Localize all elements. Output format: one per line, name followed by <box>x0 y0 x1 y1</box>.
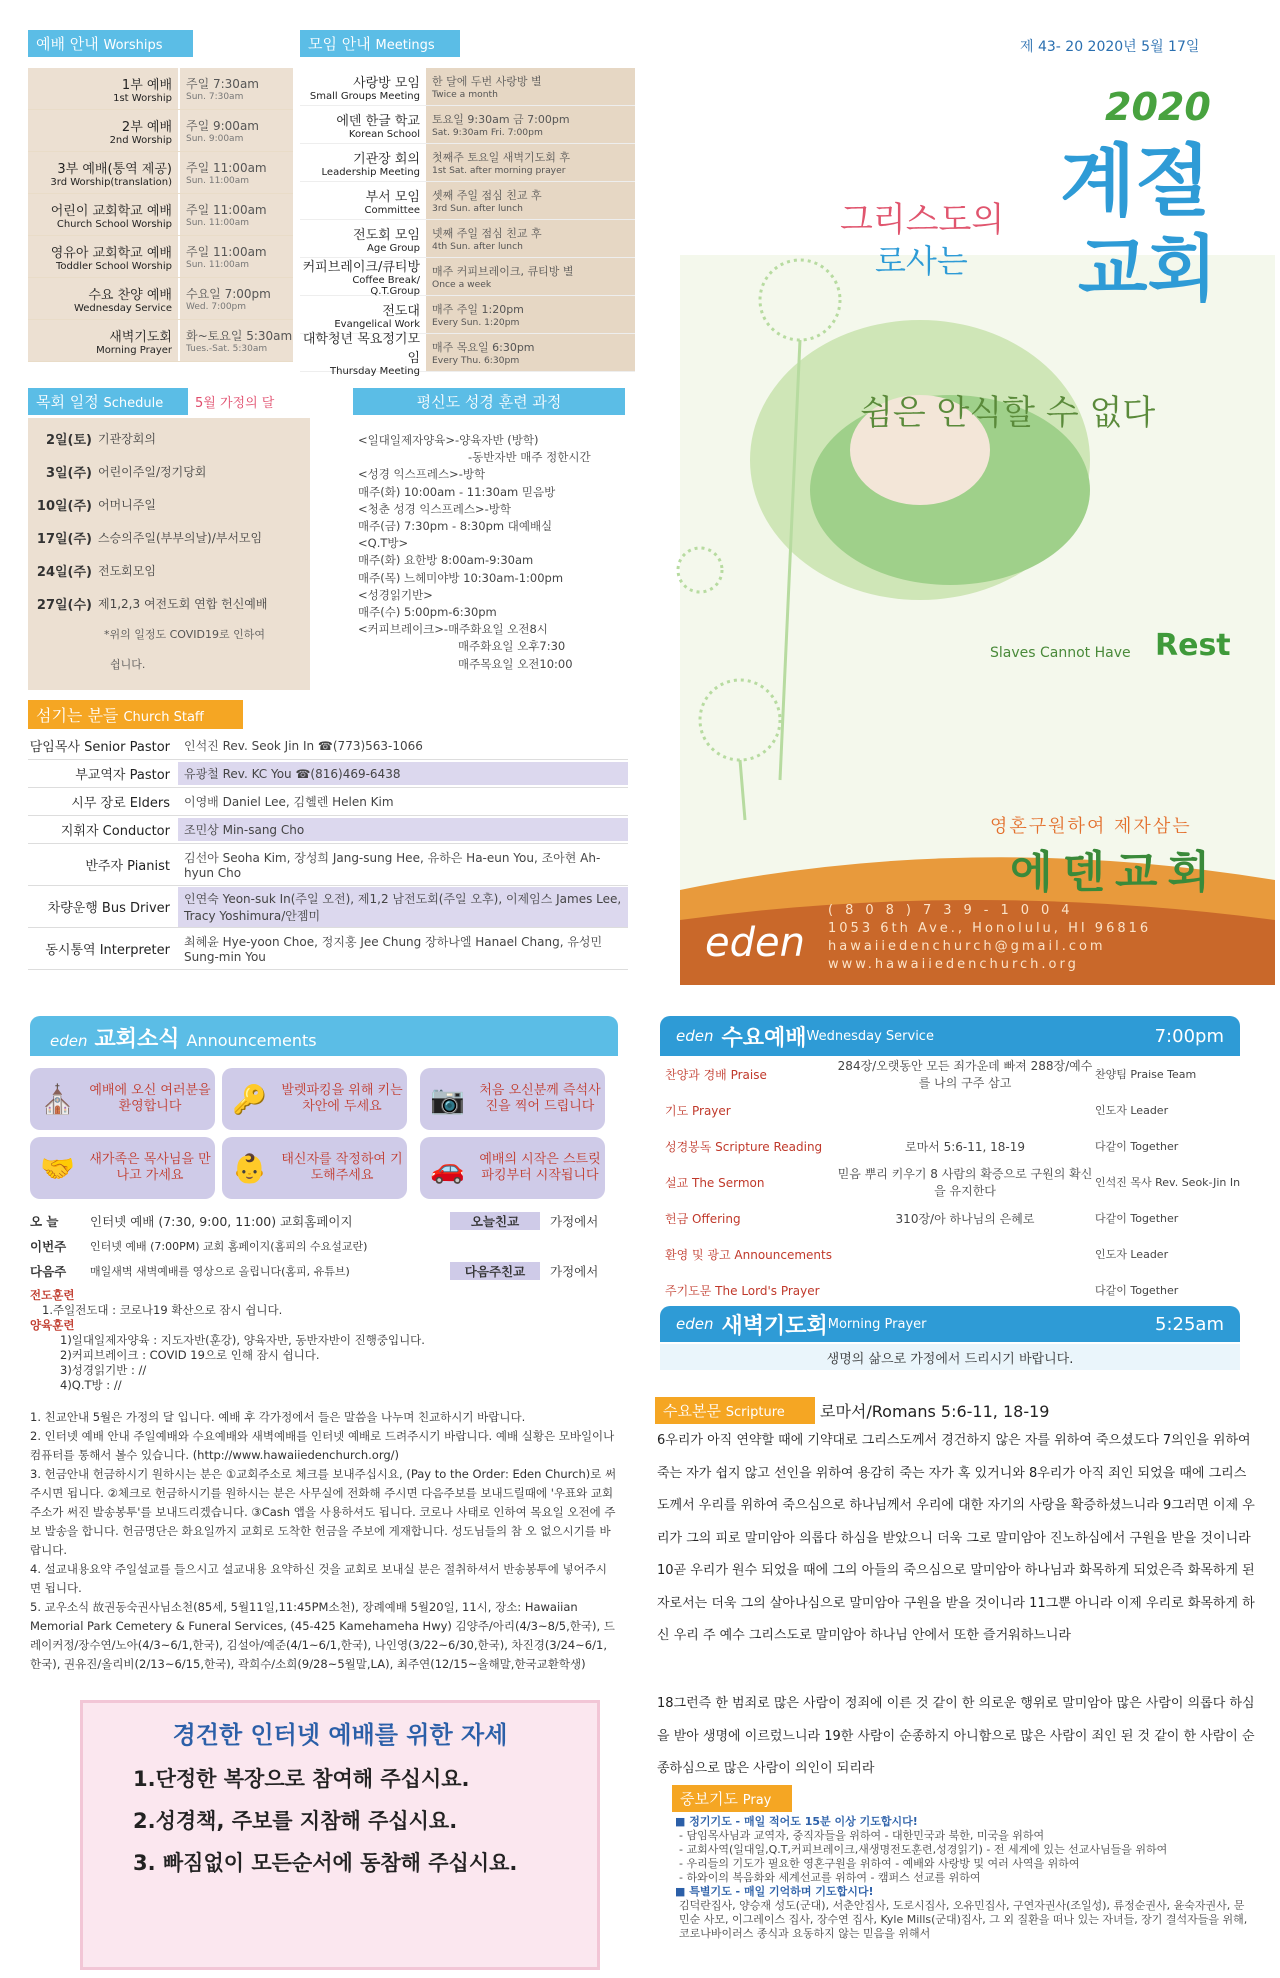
worship-name <box>28 278 178 319</box>
meeting-row <box>300 144 635 182</box>
cover-rest: Rest <box>1155 628 1231 663</box>
schedule-note: *위의 일정도 COVID19로 인하여 <box>104 628 266 641</box>
morning-header: eden 새벽기도회 Morning Prayer 5:25am <box>660 1306 1240 1342</box>
worship-time-en: Sun. 9:00am <box>186 134 244 144</box>
wednesday-row <box>665 1200 1245 1236</box>
worship-time <box>178 236 293 277</box>
schedule-row <box>28 455 310 488</box>
meeting-time-ko: 매주 커피브레이크, 큐티방 별 <box>432 265 574 278</box>
worship-name-ko: 2부 예배 <box>121 119 172 135</box>
banner-line: 1.단정한 복장으로 참여해 주십시요. <box>133 1767 470 1791</box>
worship-time-en: Sun. 7:30am <box>186 92 244 102</box>
worship-time <box>178 152 293 193</box>
cover-subtitle-2: 로사는 <box>875 242 968 280</box>
worship-time <box>178 194 293 235</box>
order-detail: 284장/오랫동안 모든 죄가운데 빠져 288장/예수를 나의 구주 삼고 <box>837 1059 1093 1090</box>
week-text: 인터넷 예배 (7:00PM) 교회 홈페이지(홈피의 수요설교란) <box>90 1239 368 1253</box>
cover-email: hawaiiedenchurch@gmail.com <box>828 939 1106 954</box>
issue-date: 제 43- 20 2020년 5월 17일 <box>1020 39 1200 55</box>
meeting-time-ko: 셋째 주일 점심 친교 후 <box>432 189 542 202</box>
meeting-time-en: Sat. 9:30am Fri. 7:00pm <box>432 127 543 138</box>
meeting-row <box>300 182 635 220</box>
order-detail: 믿음 뿌리 키우기 8 사람의 확증으로 구원의 확신을 유지한다 <box>837 1167 1093 1198</box>
order-item: 헌금 Offering <box>665 1211 741 1226</box>
cover-contact <box>828 902 1151 974</box>
education-line: 2)커피브레이크 : COVID 19으로 인해 잠시 쉽니다. <box>60 1348 320 1362</box>
worship-row <box>28 68 293 110</box>
order-leader: 다같이 Together <box>1095 1140 1179 1153</box>
internet-worship-banner <box>80 1700 600 1970</box>
schedule-event: 전도회모임 <box>98 564 156 578</box>
meeting-row <box>300 68 635 106</box>
schedule-event: 어린이주일/정기당회 <box>98 465 207 479</box>
staff-row <box>28 886 628 928</box>
meeting-name-en: Small Groups Meeting <box>309 90 420 102</box>
schedule-header: 목회 일정 Schedule <box>28 388 188 415</box>
meeting-name-ko: 대학청년 목요정기모임 <box>302 332 420 366</box>
worship-time <box>178 68 293 109</box>
cover <box>650 60 1275 985</box>
meeting-time-ko: 넷째 주일 점심 친교 후 <box>432 227 542 240</box>
schedule-event: 제1,2,3 여전도회 연합 헌신예배 <box>98 597 268 611</box>
worship-time-en: Tues.-Sat. 5:30am <box>186 344 268 354</box>
meeting-time <box>426 258 635 295</box>
announcement-text: 예배에 오신 여러분을 환영합니다 <box>89 1083 211 1114</box>
worship-name <box>28 236 178 277</box>
wednesday-row <box>665 1056 1245 1092</box>
schedule-date: 3일(주) <box>45 466 92 481</box>
meeting-time <box>426 106 635 143</box>
worship-name-ko: 1부 예배 <box>121 77 172 93</box>
worship-time-en: Sun. 11:00am <box>186 176 250 186</box>
order-item: 환영 및 광고 Announcements <box>665 1247 832 1262</box>
meeting-time-ko: 토요일 9:30am 금 7:00pm <box>432 113 570 126</box>
morning-note: 생명의 삶으로 가정에서 드리시기 바랍니다. <box>660 1344 1240 1370</box>
order-leader: 인도자 Leader <box>1095 1248 1169 1261</box>
announcement-card <box>420 1068 605 1130</box>
meeting-time-ko: 매주 목요일 6:30pm <box>432 341 535 354</box>
meeting-name-ko: 부서 모임 <box>365 189 420 205</box>
meeting-name <box>300 144 426 181</box>
worship-name-en: Church School Worship <box>56 218 172 230</box>
worship-time <box>178 278 293 319</box>
scripture-header: 수요본문 Scripture <box>655 1397 815 1424</box>
training-line: <청춘 성경 익스프레스>-방학 <box>358 501 511 516</box>
prayer-header: 중보기도 Pray <box>672 1785 792 1812</box>
training-header: 평신도 성경 훈련 과정 <box>353 388 625 415</box>
worship-time-ko: 화~토요일 5:30am <box>186 329 293 343</box>
worship-row <box>28 236 293 278</box>
worship-time-en: Wed. 7:00pm <box>186 302 247 312</box>
worship-time-ko: 주일 11:00am <box>186 245 267 259</box>
training-line: 매주(화) 10:00am - 11:30am 믿음방 <box>358 484 556 499</box>
cover-web: www.hawaiiedenchurch.org <box>828 957 1079 972</box>
meeting-name-en: Age Group <box>367 242 420 254</box>
prayer-list: ■ 정기기도 - 매일 적어도 15분 이상 기도합시다! - 담임목사님과 교역자, 중직자들을 위하여 - 대한민국과 북한, 미국을 위하여 - 교회사역(일대일,Q.T,커피브레이크,새생명전도훈련,성경읽기) - 전 세계에 있는 선교사님들을 위하여 - 우리들의 기도가 필요한 영혼구원을 위하여 - 예배와 사랑방 및 여러 사역을 위하여 - 하와이의 복음화와 세계선교를 위하여 - 캠퍼스 선교를 위하여 ■ 특별기도 - 매일 기억하며 기도합시다! 김덕란집사, 양승재 성도(군대), 서춘안집사, 도로시집사, 오유민집사, 구연자권사(조일성), 류정순권사, 윤숙자권사, 문민순 사모, 이그레이스 집사, 장수연 집사, Kyle Mills(군대)집사, 그 외 질환을 떠나 있는 자녀들, 장기 결석자들을 위해, 코로나바이러스 종식과 요동하지 않는 믿음을 위해서 <box>675 1815 1255 1941</box>
scripture-text-2: 18그런즉 한 범죄로 많은 사람이 정죄에 이른 것 같이 한 의로운 행위로 말미암아 많은 사람이 의롭다 하심을 받아 생명에 이르렀느니라 19한 사람이 순종하지 아니함으로 많은 사람이 죄인 된 것 같이 한 사람이 순종하심으로 많은 사람이 의인이 되리라 <box>657 1696 1255 1776</box>
order-detail: 로마서 5:6-11, 18-19 <box>904 1139 1025 1154</box>
training-line: 매주(금) 7:30pm - 8:30pm 대예배실 <box>358 519 553 534</box>
wednesday-time: 7:00pm <box>1154 1025 1224 1047</box>
meeting-time-en: 3rd Sun. after lunch <box>432 203 523 214</box>
prayer-line: - 교회사역(일대일,Q.T,커피브레이크,새생명전도훈련,성경읽기) - 전 세계에 있는 선교사님들을 위하여 <box>679 1843 1168 1856</box>
worship-row <box>28 152 293 194</box>
wednesday-row <box>665 1164 1245 1200</box>
worship-name <box>28 110 178 151</box>
worship-header: 예배 안내 Worships <box>28 30 193 57</box>
meeting-time <box>426 182 635 219</box>
staff-names: 인석진 Rev. Seok Jin In ☎(773)563-1066 <box>184 739 423 753</box>
meetings-table <box>300 68 635 377</box>
training-line: 매주(수) 5:00pm-6:30pm <box>358 605 497 620</box>
meeting-name-ko: 에덴 한글 학교 <box>336 113 420 129</box>
worship-row <box>28 110 293 152</box>
wednesday-row <box>665 1128 1245 1164</box>
worship-name-ko: 3부 예배(통역 제공) <box>57 161 172 177</box>
cover-phone: (808)739-1004 <box>828 903 1082 918</box>
staff-names: 이영배 Daniel Lee, 김헬렌 Helen Kim <box>184 795 394 809</box>
announcement-icon: 📷 <box>430 1082 465 1116</box>
order-item: 기도 Prayer <box>665 1103 731 1118</box>
training-line: <일대일제자양육>-양육자반 (방학) <box>358 433 539 447</box>
meeting-name-en: Coffee Break/ Q.T.Group <box>352 275 420 297</box>
worship-name <box>28 68 178 109</box>
meeting-name-en: Committee <box>364 204 420 216</box>
meeting-time-en: Every Thu. 6:30pm <box>432 355 520 366</box>
meeting-row <box>300 332 635 377</box>
cover-title-2: 교회 <box>1078 227 1218 311</box>
meeting-time-en: 4th Sun. after lunch <box>432 241 523 252</box>
worship-row <box>28 278 293 320</box>
worship-time-ko: 주일 7:30am <box>186 77 259 91</box>
meeting-time-en: Every Sun. 1:20pm <box>432 317 520 328</box>
meeting-time <box>426 144 635 181</box>
worship-name-ko: 어린이 교회학교 예배 <box>50 203 172 219</box>
worship-time <box>178 320 293 361</box>
worship-name <box>28 194 178 235</box>
staff-table <box>28 732 628 970</box>
announcement-icon: 🤝 <box>40 1151 75 1185</box>
notice-list <box>30 1408 618 1674</box>
announcement-card <box>222 1068 407 1130</box>
order-leader: 찬양팀 Praise Team <box>1095 1068 1197 1081</box>
worship-name-en: 3rd Worship(translation) <box>50 176 172 188</box>
meeting-time <box>426 334 635 371</box>
meeting-time-en: Twice a month <box>432 89 498 100</box>
order-leader: 다같이 Together <box>1095 1284 1179 1297</box>
schedule-date: 2일(토) <box>45 433 92 448</box>
announcement-text: 처음 오신분께 즉석사진을 찍어 드립니다 <box>479 1083 601 1114</box>
meetings-header: 모임 안내 Meetings <box>300 30 460 57</box>
staff-row <box>28 816 628 844</box>
training-line: <성경읽기반> <box>358 587 433 602</box>
meeting-name <box>300 182 426 219</box>
schedule-date: 10일(주) <box>36 499 92 514</box>
worship-row <box>28 194 293 236</box>
announcement-text: 새가족은 목사님을 만나고 가세요 <box>89 1152 211 1183</box>
order-item: 설교 The Sermon <box>665 1175 765 1190</box>
training-line: -동반자반 매주 정한시간 <box>468 450 591 465</box>
education-line: 3)성경읽기반 : // <box>60 1363 147 1377</box>
worship-name-en: 2nd Worship <box>109 134 172 146</box>
order-leader: 다같이 Together <box>1095 1212 1179 1225</box>
training-line: 매주(화) 요한방 8:00am-9:30am <box>358 553 534 568</box>
cover-slogan: 영혼구원하여 제자삼는 <box>990 816 1192 837</box>
training-line: <커피브레이크>-매주화요일 오전8시 <box>358 622 548 637</box>
meeting-time <box>426 220 635 257</box>
order-item: 성경봉독 Scripture Reading <box>665 1139 823 1154</box>
worship-time-ko: 수요일 7:00pm <box>186 287 271 301</box>
worship-name-ko: 수요 찬양 예배 <box>88 287 172 303</box>
schedule-event: 스승의주일(부부의날)/부서모임 <box>98 531 263 545</box>
cover-subtitle-1: 그리스도의 <box>840 200 1005 240</box>
wednesday-row <box>665 1272 1245 1308</box>
worship-time-ko: 주일 11:00am <box>186 161 267 175</box>
worship-name-en: Toddler School Worship <box>55 260 172 272</box>
meeting-time-ko: 매주 주일 1:20pm <box>432 303 524 316</box>
schedule-event: 기관장회의 <box>98 432 156 446</box>
announcement-card <box>30 1068 215 1130</box>
meeting-name-ko: 전도회 모임 <box>353 227 420 243</box>
cover-year: 2020 <box>1105 85 1211 129</box>
staff-role: 담임목사 Senior Pastor <box>29 740 170 755</box>
meeting-name-en: Thursday Meeting <box>330 366 420 377</box>
meeting-name-ko: 사랑방 모임 <box>353 75 420 91</box>
order-detail: 310장/아 하나님의 은혜로 <box>895 1211 1035 1226</box>
announcement-card <box>30 1137 215 1199</box>
training-line: <Q.T방> <box>358 536 409 551</box>
notice-item: 4. 설교내용요약 주일설교를 들으시고 설교내용 요약하신 것을 교회로 보내실 분은 절취하셔서 반송봉투에 넣어주시면 됩니다. <box>30 1562 607 1595</box>
schedule-row <box>28 587 310 620</box>
education-line: 1)일대일제자양육 : 지도자반(훈강), 양육자반, 동반자반이 진행중입니다. <box>60 1333 425 1347</box>
staff-role: 지휘자 Conductor <box>60 824 170 839</box>
training-line: 매주화요일 오후7:30 <box>458 639 566 654</box>
next-text: 매일새벽 새벽예배를 영상으로 올립니다(홈피, 유튜브) <box>90 1264 350 1278</box>
announcement-rows: 오 늘 인터넷 예배 (7:30, 9:00, 11:00) 교회홈페이지 오늘친교 가정에서 이번주 인터넷 예배 (7:00PM) 교회 홈페이지(홈피의 수요설교란) 다음주 매일새벽 새벽예배를 영상으로 올립니다(홈피, 유튜브) 다음주친교 가정에서 <box>30 1213 599 1279</box>
cover-address: 1053 6th Ave., Honolulu, HI 96816 <box>828 921 1152 936</box>
announcement-card <box>420 1137 605 1199</box>
worship-time <box>178 110 293 151</box>
schedule-note-2: 쉽니다. <box>110 658 146 671</box>
worship-name <box>28 152 178 193</box>
schedule-list <box>28 418 310 690</box>
eden-logo-small: eden <box>50 1032 88 1050</box>
cover-slaves: Slaves Cannot Have <box>990 645 1131 661</box>
today-text: 인터넷 예배 (7:30, 9:00, 11:00) 교회홈페이지 <box>90 1213 353 1229</box>
staff-header: 섬기는 분들 Church Staff <box>28 700 243 729</box>
schedule-row <box>28 488 310 521</box>
meeting-row <box>300 220 635 258</box>
order-leader: 인석진 목사 Rev. Seok-Jin In <box>1095 1176 1241 1189</box>
worship-name-en: Morning Prayer <box>96 344 172 356</box>
schedule-row <box>28 554 310 587</box>
worship-row <box>28 320 293 362</box>
staff-row <box>28 732 628 760</box>
schedule-row <box>28 521 310 554</box>
prayer-line: - 하와이의 복음화와 세계선교를 위하여 - 캠퍼스 선교를 위하여 <box>679 1871 981 1884</box>
staff-row <box>28 844 628 886</box>
meeting-time-en: Once a week <box>432 279 492 290</box>
schedule-month: 5월 가정의 달 <box>195 396 275 411</box>
notice-item: 5. 교우소식 故권동숙권사님소천(85세, 5월11일,11:45PM소천), 장례예배 5월20일, 11시, 장소: Hawaiian Memorial Park Cemetery & Funeral Services, (45-425 Kamehameha Hwy) 김양주/아리(4/3~8/5,한국), 드레이커정/장수연/노아(4/3~6/1,한국), 김설아/예준(4/1~6/1,한국), 나인영(3/22~6/30,한국), 차진경(3/24~6/1,한국), 권유진/올리비(2/13~6/15,한국), 곽희수/소희(9/28~5월말,LA), 최주연(12/15~올해말,한국교환학생) <box>30 1600 615 1671</box>
staff-row <box>28 760 628 788</box>
training-line: <성경 익스프레스>-방학 <box>358 467 486 482</box>
order-item: 찬양과 경배 Praise <box>665 1067 767 1082</box>
meeting-row <box>300 258 635 296</box>
notice-item: 3. 헌금안내 헌금하시기 원하시는 분은 ①교회주소로 체크를 보내주십시요, (Pay to the Order: Eden Church)로 써주시면 됩니다. ②체크로 헌금하시기를 원하시는 분은 사무실에 전화해 주시면 다음주보를 보내드릴때에 '우표와 교회주소가 써진 발송봉투'를 보내드리겠습니다. ③Cash 앱을 사용하셔도 됩니다. 코로나 사태로 인하여 목요일 오전에 주보 발송을 합니다. 헌금명단은 화요일까지 교회로 도착한 헌금을 주보에 게재합니다. 성도님들의 참 오 없으시기를 바랍니다. <box>30 1467 617 1557</box>
meeting-name-ko: 커피브레이크/큐티방 <box>302 260 420 275</box>
scripture-text: 6우리가 아직 연약할 때에 기약대로 그리스도께서 경건하지 않은 자를 위하여 죽으셨도다 7의인을 위하여 죽는 자가 쉽지 않고 선인을 위하여 용감히 죽는 자가 혹 있거니와 8우리가 아직 죄인 되었을 때에 그리스도께서 우리를 위하여 죽으심으로 하나님께서 우리에 대한 자기의 사랑을 확증하셨느니라 9그러면 이제 우리가 그의 피로 말미암아 의롭다 하심을 받았으니 더욱 그로 말미암아 진노하심에서 구원을 받을 것이니라 10곧 우리가 원수 되었을 때에 그의 아들의 죽으심으로 말미암아 하나님과 화목하게 되었은즉 화목하게 된 자로서는 더욱 그의 살아나심으로 말미암아 구원을 받을 것이니라 11그뿐 아니라 이제 우리로 화목하게 하신 우리 주 예수 그리스도로 말미암아 하나님 안에서 또한 즐거워하느니라 <box>657 1433 1255 1643</box>
worship-time-en: Sun. 11:00am <box>186 218 250 228</box>
announcement-card <box>222 1137 407 1199</box>
meeting-name <box>300 258 426 295</box>
meeting-name-en: Korean School <box>348 128 420 140</box>
cover-tagline: 쉼은 안식할 수 없다 <box>860 393 1156 433</box>
wednesday-header: eden 수요예배 Wednesday Service 7:00pm <box>660 1016 1240 1056</box>
staff-names: 인연숙 Yeon-suk In(주일 오전), 제1,2 남전도회(주일 오후), 이제임스 James Lee, Tracy Yoshimura/안젬미 <box>178 887 628 927</box>
announcement-icon: 👶 <box>232 1151 267 1185</box>
worship-time-ko: 주일 9:00am <box>186 119 259 133</box>
meeting-row <box>300 106 635 144</box>
eden-logo: eden <box>705 920 805 966</box>
wednesday-row <box>665 1236 1245 1272</box>
order-leader: 인도자 Leader <box>1095 1104 1169 1117</box>
education-line: 4)Q.T방 : // <box>60 1378 122 1392</box>
schedule-date: 27일(수) <box>36 598 92 613</box>
banner-line: 3. 빠짐없이 모든순서에 동참해 주십시요. <box>133 1851 518 1875</box>
schedule-row <box>28 422 310 455</box>
meeting-name <box>300 220 426 257</box>
staff-names: 조민상 Min-sang Cho <box>178 818 628 841</box>
scripture-ref: 로마서/Romans 5:6-11, 18-19 <box>820 1402 1050 1421</box>
notice-item: 1. 친교안내 5월은 가정의 달 입니다. 예배 후 각가정에서 들은 말씀을 나누며 친교하시기 바랍니다. <box>30 1410 526 1424</box>
worship-table <box>28 68 293 362</box>
worship-name-en: Wednesday Service <box>73 302 172 314</box>
wednesday-row <box>665 1092 1245 1128</box>
training-notes: 전도훈련 1.주일전도대 : 코로나19 확산으로 잠시 쉽니다. 양육훈련 1)일대일제자양육 : 지도자반(훈강), 양육자반, 동반자반이 진행중입니다. 2)커피브레이크 : COVID 19으로 인해 잠시 쉽니다. 3)성경읽기반 : // 4)Q.T방 : // <box>30 1288 618 1393</box>
meeting-name-en: Leadership Meeting <box>321 166 420 178</box>
staff-role: 차량운행 Bus Driver <box>47 901 170 916</box>
announcements-header: eden 교회소식 Announcements <box>30 1016 618 1056</box>
staff-row <box>28 928 628 970</box>
meeting-time <box>426 296 635 333</box>
meeting-time-en: 1st Sat. after morning prayer <box>432 165 566 176</box>
announcement-icon: 🔑 <box>232 1082 267 1116</box>
worship-name-ko: 새벽기도회 <box>109 329 172 345</box>
prayer-line: - 우리들의 기도가 필요한 영혼구원을 위하여 - 예배와 사랑방 및 여러 사역을 위하여 <box>679 1857 1080 1870</box>
staff-role: 시무 장로 Elders <box>71 796 170 811</box>
training-line: 매주(목) 느헤미야방 10:30am-1:00pm <box>358 570 564 585</box>
banner-line: 2.성경책, 주보를 지참해 주십시요. <box>133 1809 458 1833</box>
worship-name <box>28 320 178 361</box>
worship-name-ko: 영유아 교회학교 예배 <box>50 245 172 261</box>
announcement-text: 태신자를 작정하여 기도해주세요 <box>281 1152 403 1183</box>
announcement-text: 발렛파킹을 위해 키는 차안에 두세요 <box>281 1083 403 1114</box>
prayer-line: - 담임목사님과 교역자, 중직자들을 위하여 - 대한민국과 북한, 미국을 위하여 <box>679 1829 1045 1842</box>
staff-row <box>28 788 628 816</box>
staff-names: 최혜윤 Hye-yoon Choe, 정지홍 Jee Chung 장하나엘 Hanael Chang, 유성민 Sung-min You <box>184 935 603 964</box>
staff-names: 김선아 Seoha Kim, 장성희 Jang-sung Hee, 유하은 Ha-eun You, 조아현 Ah-hyun Cho <box>184 851 601 880</box>
schedule-event: 어머니주일 <box>98 498 156 512</box>
wednesday-order <box>665 1056 1245 1308</box>
meeting-name <box>300 106 426 143</box>
meeting-time-ko: 첫째주 토요일 새벽기도회 후 <box>432 151 571 164</box>
worship-time-ko: 주일 11:00am <box>186 203 267 217</box>
staff-role: 동시통역 Interpreter <box>45 943 170 958</box>
announcement-text: 예배의 시작은 스트릿 파킹부터 시작됩니다 <box>479 1152 601 1183</box>
meeting-name-ko: 기관장 회의 <box>353 151 420 167</box>
meeting-time <box>426 68 635 105</box>
cover-title-1: 계절 <box>1060 137 1211 227</box>
training-list <box>358 432 628 673</box>
cover-church-name: 에덴교회 <box>1010 847 1221 898</box>
banner-title: 경건한 인터넷 예배를 위한 자세 <box>172 1721 508 1749</box>
notice-item: 2. 인터넷 예배 안내 주일예배와 수요예배와 새벽예배를 인터넷 예배로 드려주시기 바랍니다. 예배 실황은 모바일이나 컴퓨터를 통해서 볼수 있습니다. (http://www.hawaiiedenchurch.org/) <box>30 1429 615 1462</box>
meeting-name-en: Evangelical Work <box>334 318 420 330</box>
schedule-date: 24일(주) <box>36 565 92 580</box>
staff-names: 유광철 Rev. KC You ☎(816)469-6438 <box>178 762 628 785</box>
announcement-icon: ⛪ <box>40 1082 75 1116</box>
meeting-name <box>300 332 426 377</box>
worship-name-en: 1st Worship <box>113 92 172 104</box>
order-item: 주기도문 The Lord's Prayer <box>665 1283 820 1298</box>
meeting-name-ko: 전도대 <box>382 303 420 319</box>
announcement-icon: 🚗 <box>430 1151 465 1185</box>
meeting-time-ko: 한 달에 두번 사랑방 별 <box>432 75 542 88</box>
worship-time-en: Sun. 11:00am <box>186 260 250 270</box>
schedule-date: 17일(주) <box>36 532 92 547</box>
staff-role: 부교역자 Pastor <box>75 768 170 783</box>
training-line: 매주목요일 오전10:00 <box>458 656 573 671</box>
staff-role: 반주자 Pianist <box>85 859 170 874</box>
meeting-name <box>300 68 426 105</box>
